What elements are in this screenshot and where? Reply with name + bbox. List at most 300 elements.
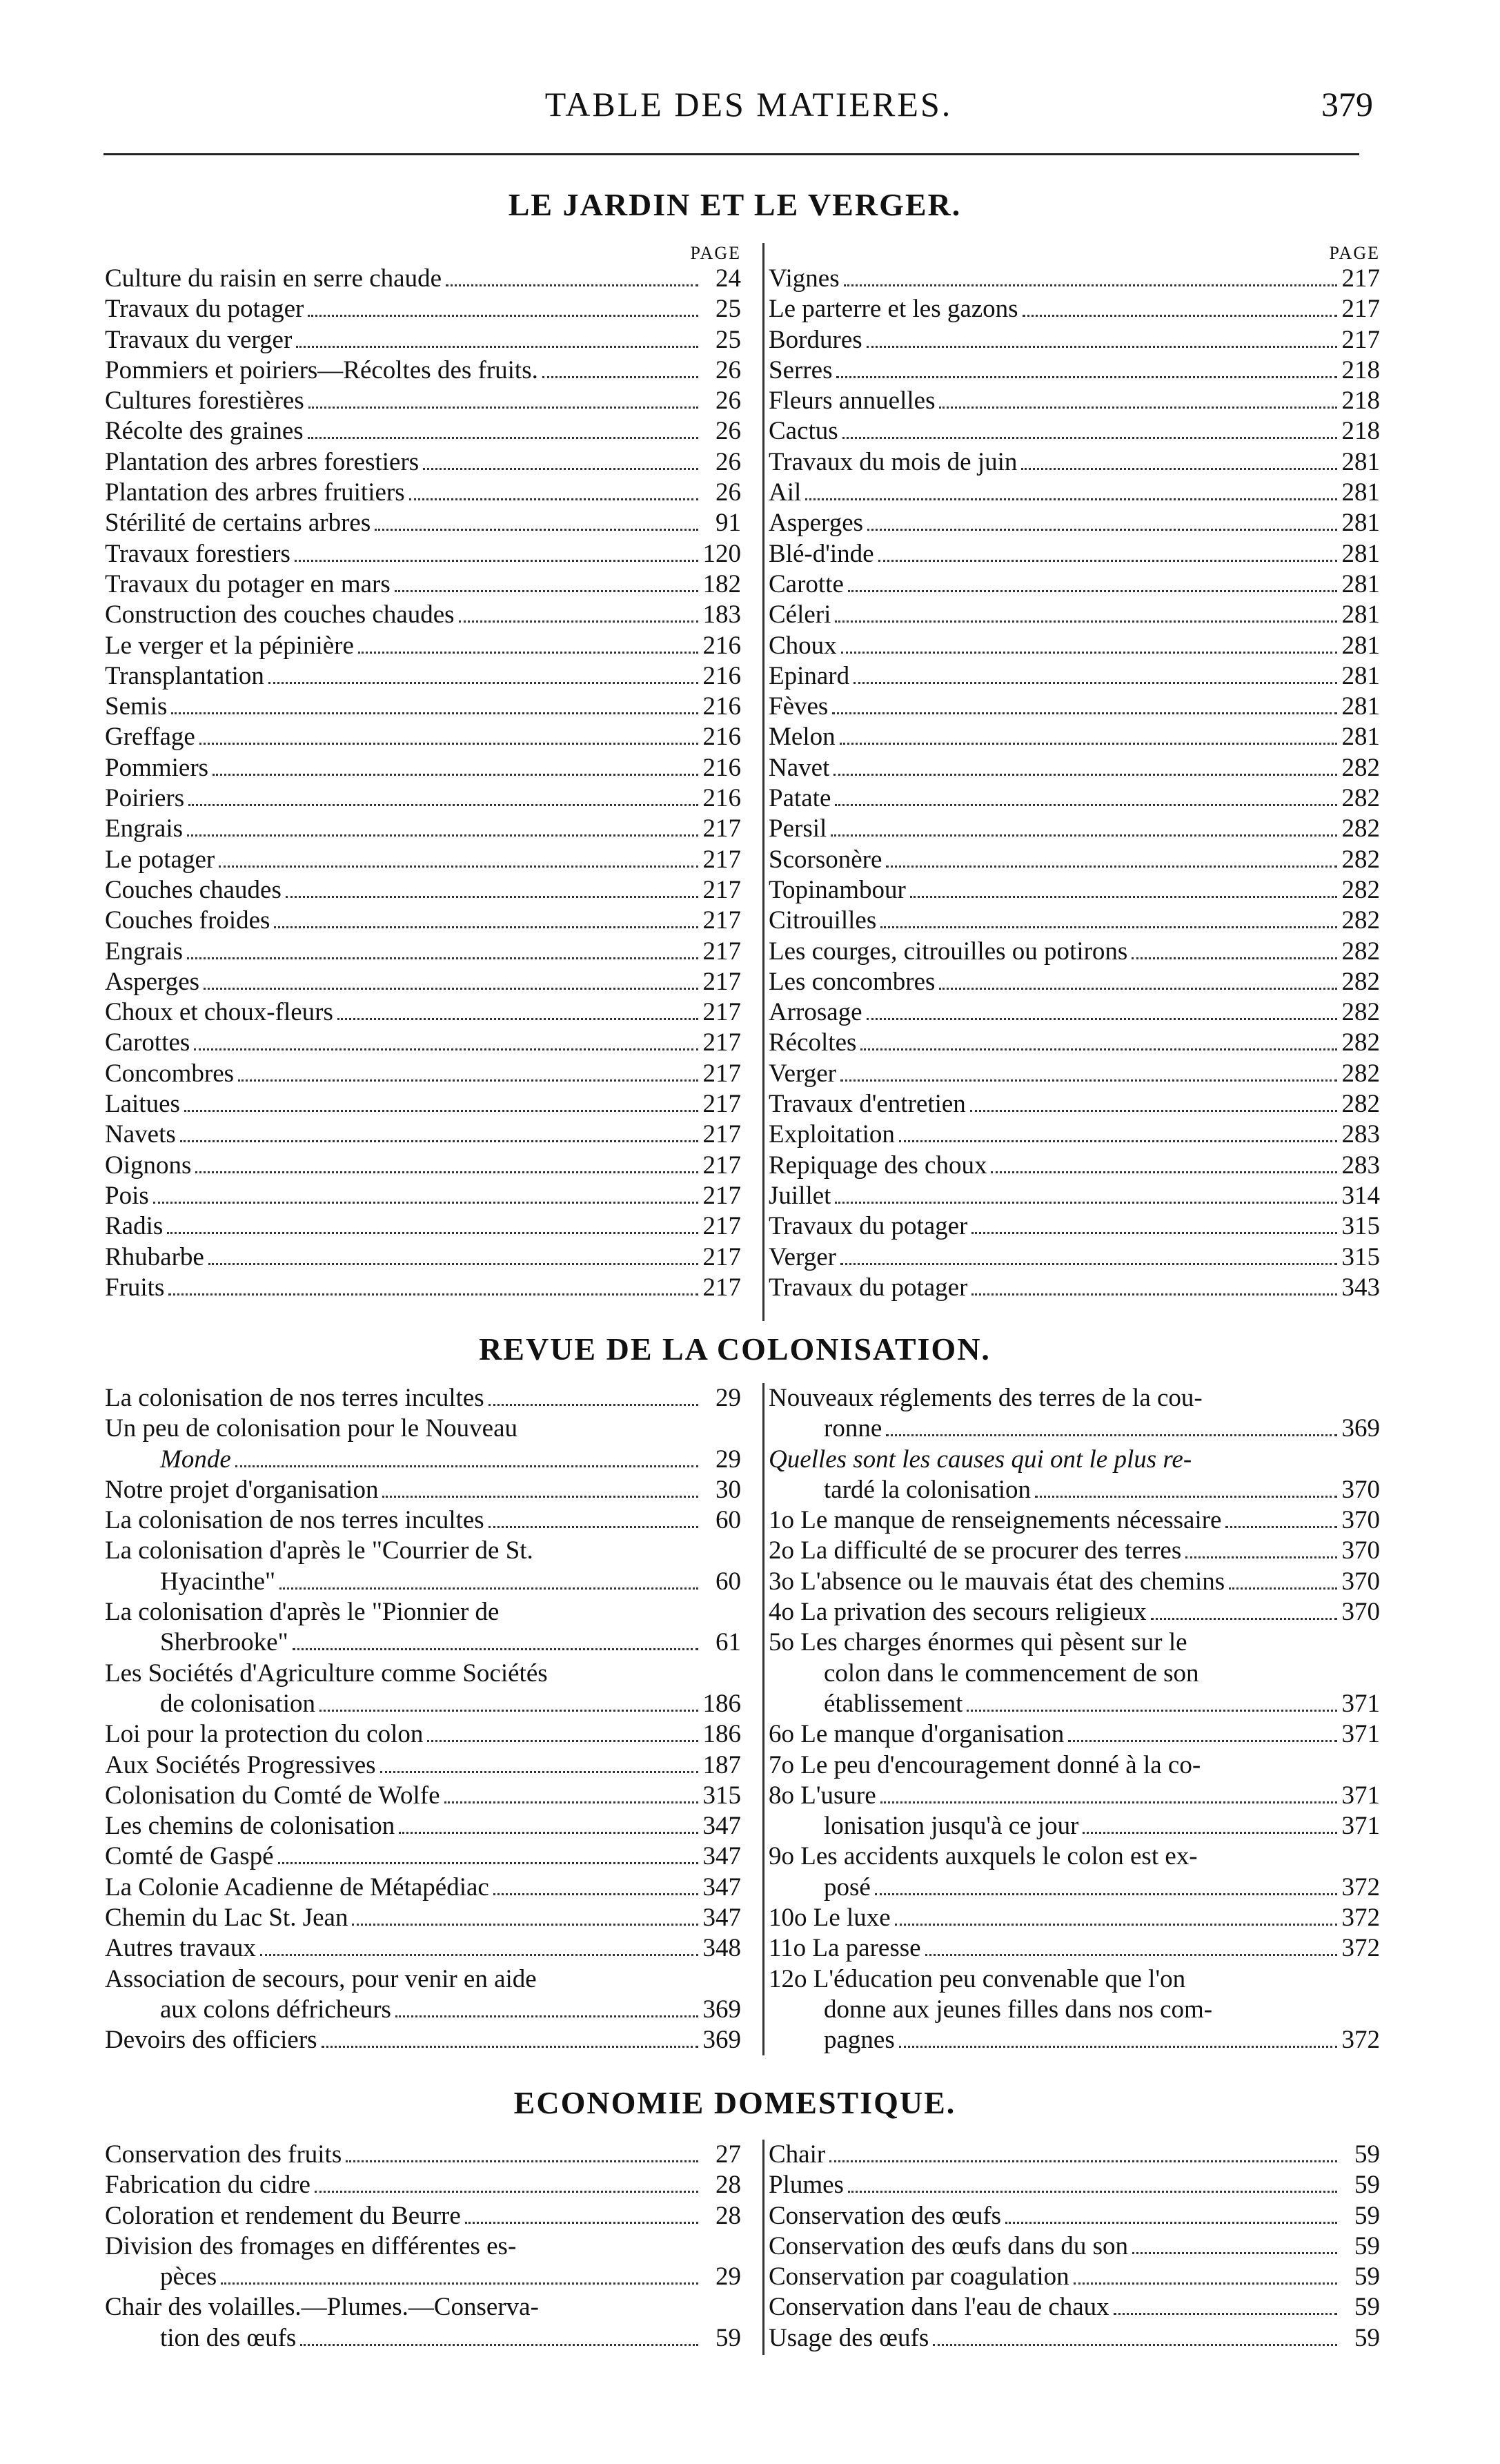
dot-leader [204, 988, 698, 990]
toc-entry [769, 692, 1380, 722]
toc-entry [769, 753, 1380, 783]
dot-leader [459, 620, 698, 623]
toc-entry-title: 7o Le peu d'encouragement donné à la co- [769, 1750, 1201, 1779]
toc-entry-title: 1o Le manque de renseignements nécessaire [769, 1506, 1222, 1535]
toc-entry-title: 9o Les accidents auxquels le colon est ex- [769, 1842, 1198, 1871]
dot-leader [295, 560, 698, 562]
toc-entry-title: Melon [769, 723, 836, 752]
toc-column-economie-right [762, 2140, 1380, 2355]
toc-entry [105, 1505, 741, 1536]
toc-entry [105, 1995, 741, 2025]
toc-entry [105, 386, 741, 416]
toc-entry-page: 59 [1354, 2231, 1380, 2260]
toc-entry [769, 447, 1380, 478]
toc-entry-title: Division des fromages en différentes es- [105, 2231, 517, 2260]
dot-leader [886, 866, 1337, 868]
toc-entry-title: Poiriers [105, 784, 185, 813]
toc-entry [769, 2231, 1380, 2262]
toc-entry [769, 355, 1380, 386]
toc-entry-title: Travaux du potager en mars [105, 569, 391, 598]
toc-entry [769, 845, 1380, 875]
toc-entry-title: Navets [105, 1120, 176, 1149]
dot-leader [300, 2344, 698, 2346]
toc-entry-page: 281 [1341, 509, 1380, 538]
toc-entry-title: colon dans le commencement de son [824, 1659, 1199, 1688]
dot-leader [446, 284, 698, 286]
toc-column-jardin-right [762, 243, 1380, 1321]
toc-entry-page: 314 [1341, 1181, 1380, 1210]
toc-entry-page: 59 [1354, 2262, 1380, 2291]
dot-leader [187, 957, 698, 959]
toc-entry-title: Céleri [769, 600, 831, 629]
toc-entry [769, 1964, 1380, 1995]
toc-entry-title: Ail [769, 478, 802, 507]
dot-leader [208, 1263, 698, 1265]
toc-entry-page: 217 [702, 875, 741, 904]
dot-leader [1068, 1740, 1337, 1742]
toc-entry-page: 315 [1341, 1212, 1380, 1241]
toc-entry-title: lonisation jusqu'à ce jour [824, 1812, 1079, 1841]
toc-entry [105, 1567, 741, 1597]
toc-entry [105, 2140, 741, 2170]
toc-entry-title: Epinard [769, 661, 850, 690]
toc-entry [769, 1627, 1380, 1658]
toc-entry-page: 347 [702, 1904, 741, 1933]
toc-list [105, 1383, 741, 2056]
page-column-label: PAGE [1329, 243, 1380, 263]
toc-entry [105, 1841, 741, 1872]
toc-entry-page: 218 [1341, 417, 1380, 446]
dot-leader [840, 1079, 1337, 1082]
dot-leader [835, 1202, 1337, 1204]
toc-list [769, 2140, 1380, 2354]
toc-entry-page: 91 [716, 509, 741, 538]
dot-leader [840, 1263, 1337, 1265]
toc-entry [105, 1211, 741, 1242]
toc-entry [105, 1964, 741, 1995]
toc-entry-title: Autres travaux [105, 1934, 256, 1963]
toc-entry [105, 845, 741, 875]
toc-entry [105, 1659, 741, 1689]
toc-entry-title: Quelles sont les causes qui ont le plus re- [769, 1445, 1192, 1474]
toc-entry [105, 1536, 741, 1566]
toc-entry [769, 325, 1380, 355]
toc-entry-page: 281 [1341, 661, 1380, 690]
toc-entry-page: 217 [702, 1242, 741, 1271]
dot-leader [867, 346, 1337, 348]
toc-entry-page: 217 [702, 1181, 741, 1210]
toc-entry-page: 282 [1341, 967, 1380, 996]
toc-entry-title: Monde [160, 1445, 231, 1474]
toc-entry-title: Les concombres [769, 967, 936, 996]
toc-entry-title: Construction des couches chaudes [105, 600, 455, 629]
toc-entry-page: 371 [1341, 1689, 1380, 1718]
toc-entry-title: Le potager [105, 845, 215, 874]
toc-entry-title: Carotte [769, 569, 844, 598]
toc-entry [769, 1475, 1380, 1505]
toc-entry-title: Comté de Gaspé [105, 1842, 274, 1871]
toc-entry-page: 217 [702, 1059, 741, 1088]
toc-entry-title: Asperges [769, 509, 864, 538]
toc-column-economie-left [105, 2140, 741, 2354]
toc-entry-page: 371 [1341, 1781, 1380, 1810]
toc-entry-title: Patate [769, 784, 831, 813]
page-column-label: PAGE [690, 243, 741, 263]
toc-entry-title: 10o Le luxe [769, 1904, 891, 1933]
toc-entry-page: 281 [1341, 692, 1380, 721]
toc-entry-title: de colonisation [160, 1689, 316, 1718]
toc-entry [769, 1719, 1380, 1750]
toc-entry-page: 25 [716, 295, 741, 324]
toc-entry-title: Serres [769, 355, 833, 384]
toc-entry-title: Chair des volailles.—Plumes.—Conserva- [105, 2293, 539, 2322]
dot-leader [395, 2015, 698, 2017]
dot-leader [853, 682, 1337, 684]
toc-entry-title: La colonisation d'après le "Courrier de St. [105, 1536, 533, 1565]
toc-entry-title: Rhubarbe [105, 1242, 204, 1271]
toc-entry [105, 1689, 741, 1719]
toc-entry-title: Les courges, citrouilles ou potirons [769, 937, 1128, 966]
toc-entry-page: 59 [1354, 2201, 1380, 2230]
toc-entry [105, 2231, 741, 2262]
dot-leader [465, 2222, 698, 2224]
toc-entry-title: Arrosage [769, 998, 862, 1027]
toc-entry [769, 783, 1380, 814]
toc-entry-page: 217 [702, 1028, 741, 1057]
dot-leader [489, 1404, 698, 1406]
toc-entry [105, 1181, 741, 1211]
toc-entry-page: 59 [1354, 2171, 1380, 2200]
toc-entry-page: 217 [702, 906, 741, 935]
toc-entry-page: 282 [1341, 998, 1380, 1027]
toc-entry-page: 216 [702, 661, 741, 690]
toc-entry [769, 1505, 1380, 1536]
section-title-colonisation: REVUE DE LA COLONISATION. [479, 1331, 991, 1367]
dot-leader [832, 712, 1337, 714]
toc-entry-title: Travaux du potager [769, 1273, 968, 1302]
toc-entry-title: Navet [769, 753, 830, 782]
toc-entry [105, 1597, 741, 1627]
dot-leader [933, 2344, 1337, 2346]
dot-leader [489, 1526, 698, 1528]
toc-entry-title: Couches froides [105, 906, 270, 935]
dot-leader [860, 1048, 1337, 1050]
toc-entry-title: Fabrication du cidre [105, 2171, 310, 2200]
toc-entry-title: Récoltes [769, 1028, 857, 1057]
toc-entry [769, 906, 1380, 936]
toc-entry [769, 386, 1380, 416]
toc-entry-title: Aux Sociétés Progressives [105, 1750, 376, 1779]
toc-entry-page: 183 [702, 600, 741, 629]
toc-entry [769, 631, 1380, 661]
dot-leader [375, 529, 698, 531]
toc-entry [769, 1811, 1380, 1841]
toc-entry-title: Asperges [105, 967, 200, 996]
toc-entry [105, 1089, 741, 1119]
toc-entry [105, 325, 741, 355]
toc-entry [769, 661, 1380, 692]
page-number: 379 [1321, 85, 1373, 124]
toc-entry-title: Travaux du mois de juin [769, 447, 1018, 476]
dot-leader [346, 2160, 698, 2162]
dot-leader [880, 1801, 1337, 1803]
toc-entry-page: 282 [1341, 1059, 1380, 1088]
toc-entry [105, 1873, 741, 1903]
running-head-title: TABLE DES MATIERES. [544, 85, 953, 124]
toc-entry-page: 283 [1341, 1120, 1380, 1149]
toc-entry-title: Bordures [769, 325, 862, 354]
dot-leader [886, 1434, 1337, 1436]
toc-entry [105, 355, 741, 386]
toc-entry [105, 2323, 741, 2354]
toc-entry [769, 1273, 1380, 1303]
toc-entry-page: 217 [702, 1090, 741, 1119]
dot-leader [1225, 1526, 1337, 1528]
toc-entry [105, 416, 741, 447]
toc-entry-page: 281 [1341, 600, 1380, 629]
toc-entry-page: 216 [702, 723, 741, 752]
toc-entry-title: pèces [160, 2262, 217, 2291]
toc-entry [105, 2025, 741, 2055]
toc-entry-title: tion des œufs [160, 2323, 297, 2352]
toc-entry-title: La colonisation de nos terres incultes [105, 1384, 484, 1412]
toc-entry-title: Fruits [105, 1273, 165, 1302]
toc-entry-title: ronne [824, 1414, 882, 1443]
dot-leader [875, 1893, 1337, 1895]
dot-leader [925, 1954, 1337, 1956]
toc-entry-page: 217 [702, 1151, 741, 1180]
toc-entry-title: Les chemins de colonisation [105, 1812, 395, 1841]
toc-entry-title: Scorsonère [769, 845, 882, 874]
toc-entry-title: pagnes [824, 2026, 895, 2055]
toc-entry [769, 1242, 1380, 1273]
toc-entry [105, 1475, 741, 1505]
toc-entry [769, 722, 1380, 752]
toc-entry [769, 1089, 1380, 1119]
dot-leader [171, 712, 698, 714]
toc-entry [105, 1119, 741, 1150]
dot-leader [542, 376, 698, 378]
toc-entry [769, 478, 1380, 508]
toc-entry-title: Greffage [105, 723, 195, 752]
toc-entry [105, 661, 741, 692]
toc-entry-title: Conservation par coagulation [769, 2262, 1069, 2291]
toc-entry-title: Travaux du verger [105, 325, 293, 354]
dot-leader [423, 468, 698, 470]
toc-entry-page: 120 [702, 539, 741, 568]
toc-entry [105, 1414, 741, 1444]
toc-entry-page: 218 [1341, 355, 1380, 384]
toc-entry-title: Travaux forestiers [105, 539, 290, 568]
toc-entry-page: 28 [716, 2201, 741, 2230]
toc-entry-title: Laitues [105, 1090, 180, 1119]
dot-leader [970, 1110, 1337, 1112]
dot-leader [1005, 2222, 1337, 2224]
toc-entry-title: Culture du raisin en serre chaude [105, 264, 442, 293]
toc-entry [769, 600, 1380, 630]
toc-entry-title: tardé la colonisation [824, 1475, 1032, 1504]
toc-entry [769, 1933, 1380, 1964]
toc-list [105, 2140, 741, 2354]
toc-entry-page: 281 [1341, 447, 1380, 476]
toc-entry-page: 370 [1341, 1506, 1380, 1535]
toc-entry-title: Plantation des arbres fruitiers [105, 478, 405, 507]
dot-leader [836, 376, 1337, 378]
toc-entry-title: Choux [769, 631, 837, 660]
toc-entry-title: Verger [769, 1242, 836, 1271]
toc-entry-page: 348 [702, 1934, 741, 1963]
toc-entry-title: Usage des œufs [769, 2323, 929, 2352]
toc-entry-title: Le parterre et les gazons [769, 295, 1018, 324]
dot-leader [835, 620, 1337, 623]
toc-entry [105, 1933, 741, 1964]
toc-entry-title: 5o Les charges énormes qui pèsent sur le [769, 1628, 1187, 1657]
toc-entry-page: 369 [702, 2026, 741, 2055]
dot-leader [308, 437, 698, 439]
dot-leader [184, 1110, 698, 1112]
toc-entry [105, 1781, 741, 1811]
toc-entry-title: établissement [824, 1689, 963, 1718]
toc-entry [769, 2201, 1380, 2231]
dot-leader [308, 407, 698, 409]
toc-entry-title: Hyacinthe" [160, 1567, 276, 1596]
toc-entry [105, 600, 741, 630]
toc-entry-page: 216 [702, 784, 741, 813]
toc-entry-title: Oignons [105, 1151, 192, 1180]
toc-entry-title: aux colons défricheurs [160, 1995, 391, 2024]
toc-entry-title: La colonisation d'après le "Pionnier de [105, 1598, 500, 1627]
toc-entry-title: Transplantation [105, 661, 264, 690]
dot-leader [840, 743, 1337, 745]
toc-entry-title: Conservation dans l'eau de chaux [769, 2293, 1109, 2322]
toc-entry-title: 3o L'absence ou le mauvais état des chemins [769, 1567, 1225, 1596]
toc-entry [105, 967, 741, 997]
toc-entry [769, 539, 1380, 569]
dot-leader [221, 2282, 698, 2285]
toc-entry-title: La Colonie Acadienne de Métapédiac [105, 1873, 489, 1901]
toc-entry [105, 1719, 741, 1750]
toc-entry-title: Blé-d'inde [769, 539, 874, 568]
toc-entry-title: Association de secours, pour venir en aide [105, 1964, 537, 1993]
dot-leader [848, 590, 1337, 592]
toc-entry-page: 217 [1341, 264, 1380, 293]
toc-entry-page: 372 [1341, 1904, 1380, 1933]
toc-entry-title: Plantation des arbres forestiers [105, 447, 420, 476]
dot-leader [971, 1293, 1337, 1295]
toc-entry-page: 282 [1341, 1090, 1380, 1119]
toc-entry-title: Travaux du potager [105, 295, 304, 324]
toc-entry [769, 569, 1380, 600]
toc-entry [105, 2262, 741, 2292]
dot-leader [308, 315, 698, 317]
toc-entry-page: 369 [702, 1995, 741, 2024]
toc-entry-title: Topinambour [769, 875, 906, 904]
dot-leader [293, 1648, 698, 1650]
toc-entry-page: 282 [1341, 937, 1380, 966]
toc-entry-title: Cactus [769, 417, 838, 446]
toc-entry-title: Chair [769, 2140, 826, 2169]
toc-entry-page: 30 [716, 1475, 741, 1504]
toc-entry [105, 1811, 741, 1841]
toc-entry-page: 371 [1341, 1720, 1380, 1749]
toc-entry [769, 294, 1380, 324]
toc-entry [105, 753, 741, 783]
running-head [103, 84, 1394, 133]
dot-leader [895, 1924, 1337, 1926]
dot-leader [167, 1232, 698, 1234]
dot-leader [841, 652, 1337, 654]
toc-entry-page: 372 [1341, 2026, 1380, 2055]
dot-leader [1023, 315, 1337, 317]
toc-entry-page: 217 [1341, 325, 1380, 354]
toc-entry-title: Fleurs annuelles [769, 387, 936, 415]
toc-entry [769, 1597, 1380, 1627]
dot-leader [358, 652, 698, 654]
toc-entry-page: 61 [716, 1628, 741, 1657]
toc-entry-page: 281 [1341, 539, 1380, 568]
dot-leader [1229, 1587, 1337, 1590]
toc-entry-title: Carottes [105, 1028, 190, 1057]
toc-entry-page: 343 [1341, 1273, 1380, 1302]
toc-entry [769, 1689, 1380, 1719]
dot-leader [337, 1018, 698, 1020]
toc-entry [105, 508, 741, 538]
dot-leader [168, 1293, 698, 1295]
toc-entry-title: Concombres [105, 1059, 235, 1088]
dot-leader [399, 1832, 698, 1834]
dot-leader [939, 407, 1337, 409]
dot-leader [805, 498, 1337, 500]
dot-leader [878, 560, 1337, 562]
toc-entry-page: 218 [1341, 387, 1380, 415]
toc-entry-page: 186 [702, 1720, 741, 1749]
toc-entry [769, 2262, 1380, 2292]
toc-entry [769, 1059, 1380, 1089]
toc-entry-title: Conservation des œufs [769, 2201, 1002, 2230]
dot-leader [268, 682, 698, 684]
toc-entry-title: Citrouilles [769, 906, 877, 935]
dot-leader [274, 926, 698, 928]
toc-entry-title: donne aux jeunes filles dans nos com- [824, 1995, 1213, 2024]
toc-entry-page: 281 [1341, 569, 1380, 598]
toc-list [769, 264, 1380, 1303]
toc-entry [105, 2170, 741, 2200]
toc-entry-page: 372 [1341, 1934, 1380, 1963]
toc-entry-page: 216 [702, 692, 741, 721]
toc-entry [105, 1903, 741, 1933]
toc-entry [105, 906, 741, 936]
toc-entry [769, 508, 1380, 538]
toc-entry-page: 26 [716, 478, 741, 507]
toc-entry-title: Exploitation [769, 1120, 895, 1149]
toc-entry-page: 282 [1341, 814, 1380, 843]
toc-entry [769, 2323, 1380, 2354]
toc-entry [769, 1383, 1380, 1414]
toc-entry [105, 875, 741, 906]
dot-leader [835, 804, 1337, 806]
toc-entry [769, 1781, 1380, 1811]
toc-entry [105, 1028, 741, 1058]
toc-entry-page: 371 [1341, 1812, 1380, 1841]
toc-entry-page: 25 [716, 325, 741, 354]
toc-entry [769, 1903, 1380, 1933]
dot-leader [194, 1048, 698, 1050]
toc-entry-page: 347 [702, 1873, 741, 1901]
toc-list [105, 264, 741, 1303]
toc-entry-page: 282 [1341, 1028, 1380, 1057]
dot-leader [352, 1924, 698, 1926]
dot-leader [899, 1140, 1337, 1142]
